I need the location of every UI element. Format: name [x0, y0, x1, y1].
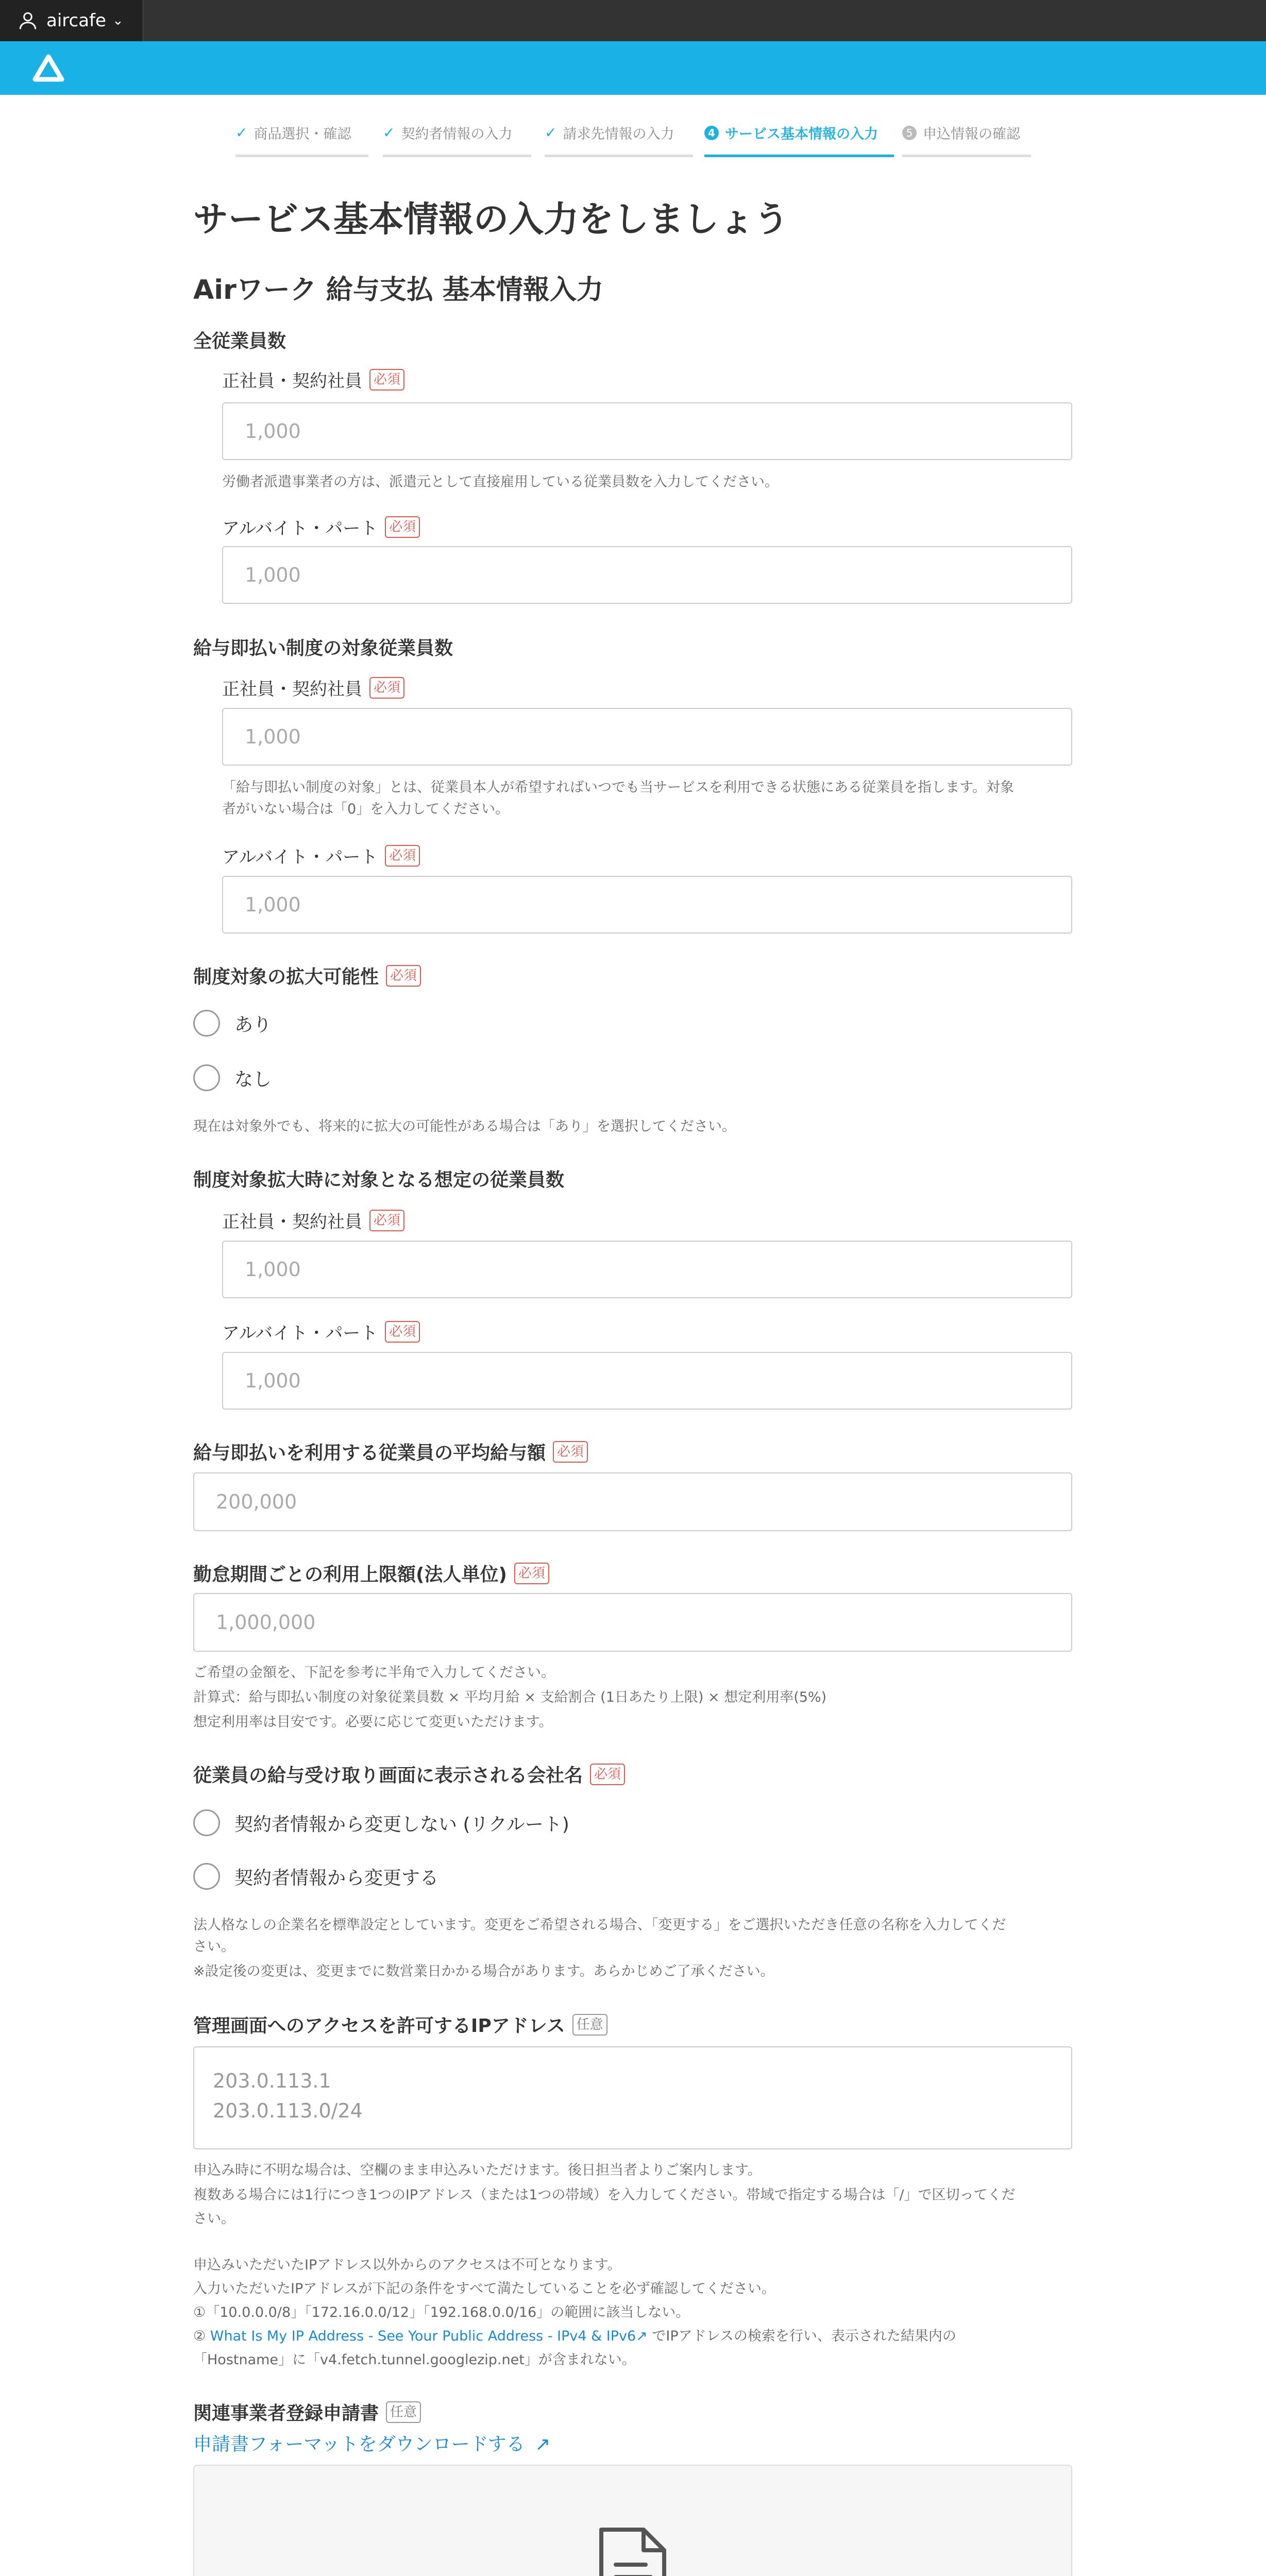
ip-note-8: 「Hostname」に「v4.fetch.tunnel.googlezip.net」が含まれない。 [193, 2352, 636, 2368]
page-subtitle: Airワーク 給与支払 基本情報入力 [193, 275, 603, 306]
expansion-no-radio[interactable]: なし [193, 1064, 272, 1091]
check-icon: ✓ [235, 124, 248, 141]
limit-label: 勤怠期間ごとの利用上限額(法人単位) 必須 [193, 1560, 549, 1586]
target-regular-note-1: 「給与即払い制度の対象」とは、従業員本人が希望すればいつでも当サービスを利用できる状態にある従業員を指します。対象 [222, 779, 1014, 795]
ip-label: 管理画面へのアクセスを許可するIPアドレス 任意 [193, 2011, 607, 2038]
expansion-label: 制度対象の拡大可能性 必須 [193, 962, 421, 989]
company-note-1: 法人格なしの企業名を標準設定としています。変更をご希望される場合、「変更する」をご選択いただき任意の名称を入力してくだ [193, 1917, 1006, 1933]
required-badge: 必須 [385, 845, 420, 867]
page-title: サービス基本情報の入力をしましょう [193, 199, 789, 240]
required-badge: 必須 [369, 369, 404, 391]
target-employees-label: 給与即払い制度の対象従業員数 [193, 638, 453, 659]
user-icon [16, 9, 39, 32]
radio-circle-icon [193, 1010, 220, 1037]
optional-badge: 任意 [572, 2014, 607, 2036]
target-regular-label: 正社員・契約社員 必須 [222, 675, 404, 700]
total-employees-label: 全従業員数 [193, 331, 286, 352]
required-badge: 必須 [385, 1321, 420, 1343]
external-link-icon: ↗ [535, 2434, 551, 2455]
company-note-3: ※設定後の変更は、変更までに数営業日かかる場合があります。あらかじめご了承ください。 [193, 1963, 774, 1979]
chevron-down-icon: ⌄ [112, 13, 124, 28]
expansion-regular-label: 正社員・契約社員 必須 [222, 1208, 404, 1233]
ip-note-7: ② What Is My IP Address - See Your Public Address - IPv4 & IPv6↗ でIPアドレスの検索を行い、表示された結果内の [193, 2328, 956, 2344]
expansion-part-input[interactable]: 1,000 [222, 1352, 1072, 1410]
expansion-regular-input[interactable]: 1,000 [222, 1241, 1072, 1298]
ip-note-4: 申込みいただいたIPアドレス以外からのアクセスは不可となります。 [193, 2257, 621, 2273]
step-4: 4 サービス基本情報の入力 [704, 108, 894, 157]
step-number-badge: 4 [704, 126, 719, 140]
ip-note-3: さい。 [193, 2211, 235, 2227]
required-badge: 必須 [369, 1210, 404, 1231]
average-salary-label: 給与即払いを利用する従業員の平均給与額 必須 [193, 1438, 588, 1465]
progress-steps [235, 108, 1031, 165]
required-badge: 必須 [553, 1441, 588, 1463]
target-regular-note-2: 者がいない場合は「0」を入力してください。 [222, 801, 510, 817]
document-icon [594, 2522, 671, 2576]
radio-circle-icon [193, 1809, 220, 1836]
download-format-link[interactable]: 申請書フォーマットをダウンロードする ↗ [193, 2434, 551, 2455]
total-regular-label: 正社員・契約社員 必須 [222, 367, 404, 392]
company-change-radio[interactable]: 契約者情報から変更する [193, 1863, 438, 1890]
average-salary-input[interactable]: 200,000 [193, 1472, 1072, 1531]
total-regular-note: 労働者派遣事業者の方は、派遣元として直接雇用している従業員数を入力してください。 [222, 474, 779, 490]
expansion-part-label: アルバイト・パート 必須 [222, 1319, 420, 1344]
target-regular-input[interactable]: 1,000 [222, 708, 1072, 766]
ip-textarea[interactable]: 203.0.113.1 203.0.113.0/24 [193, 2046, 1072, 2149]
limit-note-2: 計算式：給与即払い制度の対象従業員数 × 平均月給 × 支給割合 (1日あたり上限) × 想定利用率(5%) [193, 1689, 827, 1705]
ip-note-1: 申込み時に不明な場合は、空欄のまま申込みいただけます。後日担当者よりご案内します。 [193, 2162, 762, 2178]
expansion-note: 現在は対象外でも、将来的に拡大の可能性がある場合は「あり」を選択してください。 [193, 1118, 736, 1134]
company-note-2: さい。 [193, 1939, 235, 1955]
ip-note-6: ①「10.0.0.0/8」「172.16.0.0/12」「192.168.0.0/16」の範囲に該当しない。 [193, 2304, 690, 2320]
company-keep-radio[interactable]: 契約者情報から変更しない (リクルート) [193, 1809, 569, 1836]
file-drop-zone[interactable] [193, 2465, 1072, 2576]
total-regular-input[interactable]: 1,000 [222, 402, 1072, 460]
check-icon: ✓ [545, 124, 557, 141]
check-icon: ✓ [383, 124, 395, 141]
account-menu[interactable] [0, 0, 143, 41]
limit-note-1: ご希望の金額を、下記を参考に半角で入力してください。 [193, 1665, 555, 1681]
required-badge: 必須 [590, 1764, 625, 1785]
target-part-input[interactable]: 1,000 [222, 876, 1072, 934]
external-link-icon: ↗ [636, 2328, 648, 2344]
limit-note-3: 想定利用率は目安です。必要に応じて変更いただけます。 [193, 1714, 553, 1730]
required-badge: 必須 [385, 516, 420, 538]
step-5: 5 申込情報の確認 [902, 108, 1031, 157]
account-name: aircafe [46, 10, 106, 31]
brand-bar [0, 41, 1266, 95]
target-part-label: アルバイト・パート 必須 [222, 843, 420, 868]
step-1: ✓ 商品選択・確認 [235, 108, 368, 157]
required-badge: 必須 [514, 1563, 549, 1584]
required-badge: 必須 [369, 677, 404, 699]
registration-label: 関連事業者登録申請書 任意 [193, 2399, 421, 2425]
radio-circle-icon [193, 1863, 220, 1890]
expansion-employees-label: 制度対象拡大時に対象となる想定の従業員数 [193, 1170, 565, 1191]
total-part-label: アルバイト・パート 必須 [222, 514, 420, 539]
step-2: ✓ 契約者情報の入力 [383, 108, 531, 157]
limit-input[interactable]: 1,000,000 [193, 1593, 1072, 1652]
air-logo-icon[interactable] [32, 54, 65, 82]
step-3: ✓ 請求先情報の入力 [545, 108, 693, 157]
company-name-label: 従業員の給与受け取り画面に表示される会社名 必須 [193, 1761, 625, 1787]
top-bar [0, 0, 1266, 41]
ip-note-5: 入力いただいたIPアドレスが下記の条件をすべて満たしていることを必ず確認してください。 [193, 2281, 775, 2297]
expansion-yes-radio[interactable]: あり [193, 1010, 272, 1037]
radio-circle-icon [193, 1064, 220, 1091]
ip-note-2: 複数ある場合には1行につき1つのIPアドレス（または1つの帯域）を入力してください。帯域で指定する場合は「/」で区切ってくだ [193, 2187, 1016, 2203]
required-badge: 必須 [386, 965, 421, 987]
total-part-input[interactable]: 1,000 [222, 546, 1072, 604]
step-number-badge: 5 [902, 126, 917, 140]
ip-check-link[interactable]: What Is My IP Address - See Your Public Address - IPv4 & IPv6 [210, 2328, 636, 2344]
optional-badge: 任意 [386, 2401, 421, 2423]
